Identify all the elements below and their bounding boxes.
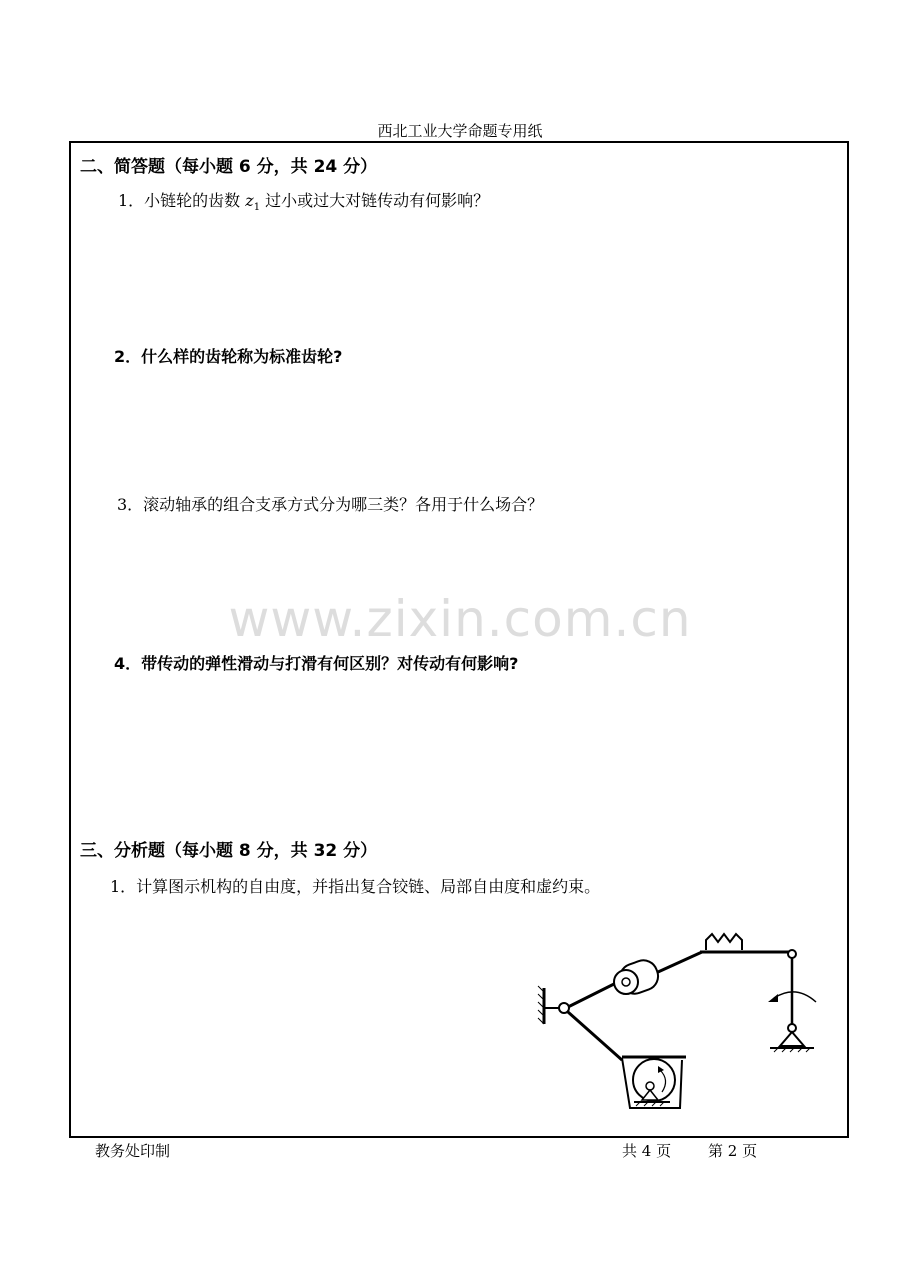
cam-mechanism: [622, 1058, 682, 1108]
question-3-1: 1．计算图示机构的自由度，并指出复合铰链、局部自由度和虚约束。: [110, 877, 601, 896]
question-2-4: 4．带传动的弹性滑动与打滑有何区别？对传动有何影响?: [114, 654, 519, 673]
watermark: www.zixin.com.cn: [228, 590, 692, 648]
footer-printer: 教务处印制: [95, 1142, 171, 1160]
question-2-1-suffix: 过小或过大对链传动有何影响？: [260, 191, 490, 210]
roller-slider: [614, 956, 662, 997]
footer-page-number: 第 2 页: [708, 1142, 758, 1160]
link-lower: [568, 1012, 622, 1060]
link-upper-left: [566, 982, 618, 1008]
left-frame-support: [538, 986, 560, 1024]
question-2-3: 3．滚动轴承的组合支承方式分为哪三类？各用于什么场合？: [117, 495, 544, 514]
page-header-title: 西北工业大学命题专用纸: [377, 122, 543, 140]
spring-element: [700, 934, 792, 952]
question-2-1-subscript: 1: [253, 202, 261, 214]
footer-total-pages: 共 4 页: [622, 1142, 672, 1160]
link-to-spring: [658, 952, 702, 972]
question-2-1: [118, 188, 489, 213]
section-2-title: 二、简答题（每小题 6 分，共 24 分）: [80, 157, 378, 177]
question-2-2: 2．什么样的齿轮称为标准齿轮?: [114, 347, 343, 366]
question-2-1-variable: z: [245, 191, 254, 210]
section-3-title: 三、分析题（每小题 8 分，共 32 分）: [80, 841, 378, 861]
question-2-1-prefix: 1．小链轮的齿数: [118, 191, 246, 210]
left-pivot-joint: [559, 1003, 569, 1013]
mechanism-diagram: [530, 920, 830, 1120]
